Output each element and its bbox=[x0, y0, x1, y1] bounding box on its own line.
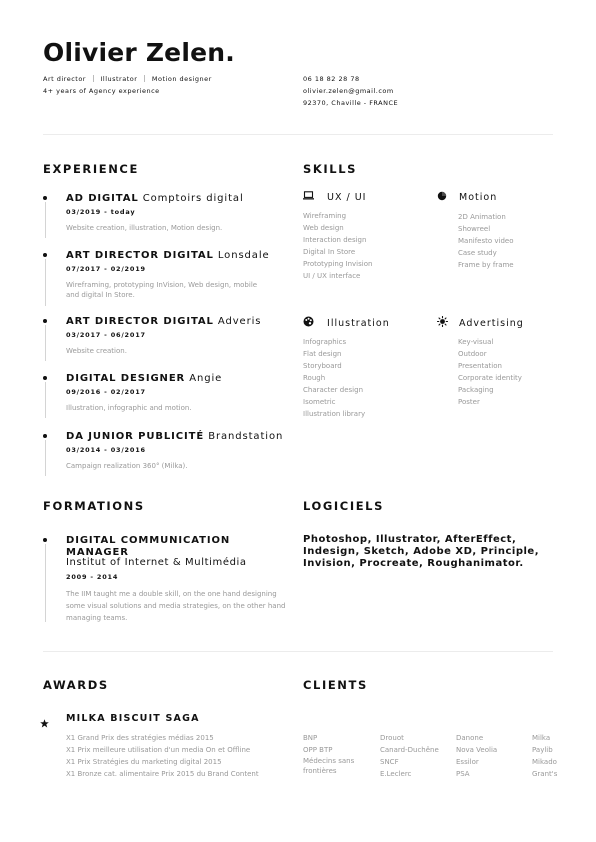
palette-icon bbox=[303, 316, 314, 330]
bullet-icon bbox=[43, 434, 47, 438]
job-title: ART DIRECTOR DIGITAL Lonsdale bbox=[66, 250, 270, 261]
client-column bbox=[380, 732, 450, 780]
degree-title: DIGITAL COMMUNICATION MANAGER bbox=[66, 535, 231, 558]
client-column bbox=[456, 732, 526, 780]
role-motion-designer: Motion designer bbox=[151, 75, 212, 83]
job-dates: 03/2014 - 03/2016 bbox=[66, 446, 146, 454]
awards-heading: AWARDS bbox=[43, 678, 109, 692]
client-column bbox=[303, 732, 371, 776]
client-name: Milka bbox=[532, 734, 551, 742]
skill-group-title: Advertising bbox=[437, 316, 577, 330]
role-art-director: Art director bbox=[43, 75, 86, 83]
skill-item: Corporate identity bbox=[458, 374, 522, 382]
skill-group-illustration bbox=[303, 316, 443, 420]
phone-number[interactable]: 06 18 82 28 78 bbox=[303, 75, 360, 83]
client-name: E.Leclerc bbox=[380, 770, 412, 778]
skill-group-title: Illustration bbox=[303, 316, 443, 330]
skill-item: Wireframing bbox=[303, 212, 347, 220]
sun-icon bbox=[437, 316, 448, 330]
job-dates: 03/2017 - 06/2017 bbox=[66, 331, 146, 339]
skill-item: Presentation bbox=[458, 362, 502, 370]
timeline-line bbox=[45, 259, 46, 306]
skill-item: Digital In Store bbox=[303, 248, 356, 256]
laptop-icon bbox=[303, 191, 314, 203]
skill-item: Infographics bbox=[303, 338, 347, 346]
award-item: X1 Bronze cat. alimentaire Prix 2015 du Brand Content bbox=[66, 770, 259, 778]
award-item: X1 Prix meilleure utilisation d'un media On et Offline bbox=[66, 746, 251, 754]
job-description: Illustration, infographic and motion. bbox=[66, 404, 192, 412]
skill-list bbox=[303, 210, 443, 282]
client-name: Grant's bbox=[532, 770, 558, 778]
degree-dates: 2009 - 2014 bbox=[66, 573, 119, 581]
job-title: DIGITAL DESIGNER Angie bbox=[66, 373, 223, 384]
skill-item: Storyboard bbox=[303, 362, 342, 370]
formations-heading: FORMATIONS bbox=[43, 499, 145, 513]
client-name: BNP bbox=[303, 734, 318, 742]
circle-icon bbox=[437, 191, 447, 204]
award-title: MILKA BISCUIT SAGA bbox=[66, 713, 200, 724]
skill-item: Outdoor bbox=[458, 350, 487, 358]
award-list bbox=[66, 732, 296, 780]
logiciels-heading: LOGICIELS bbox=[303, 499, 384, 513]
client-name: Essilor bbox=[456, 758, 479, 766]
divider bbox=[43, 134, 553, 135]
skill-item: Flat design bbox=[303, 350, 342, 358]
email-link[interactable]: olivier.zelen@gmail.com bbox=[303, 87, 394, 95]
client-name: Mikado bbox=[532, 758, 557, 766]
formation-item bbox=[43, 535, 286, 625]
skill-item: Manifesto video bbox=[458, 237, 514, 245]
skill-item: Case study bbox=[458, 249, 497, 257]
job-dates: 09/2016 - 02/2017 bbox=[66, 388, 146, 396]
skill-item: Web design bbox=[303, 224, 344, 232]
job-title: ART DIRECTOR DIGITAL Adveris bbox=[66, 316, 262, 327]
software-list: Photoshop, Illustrator, AfterEffect, Indesign, Sketch, Adobe XD, Principle, Invision, Procreate, Roughanimator. bbox=[303, 534, 540, 569]
timeline-line bbox=[45, 382, 46, 418]
job-title: DA JUNIOR PUBLICITÉ Brandstation bbox=[66, 431, 284, 442]
skill-item: Rough bbox=[303, 374, 326, 382]
client-name: PSA bbox=[456, 770, 470, 778]
page-title: Olivier Zelen. bbox=[43, 38, 235, 67]
client-name: Drouot bbox=[380, 734, 404, 742]
skill-item: 2D Animation bbox=[458, 213, 506, 221]
experience-item bbox=[43, 250, 283, 310]
divider bbox=[43, 651, 553, 652]
timeline-line bbox=[45, 440, 46, 476]
skill-list bbox=[303, 336, 443, 420]
skill-item: Prototyping Invision bbox=[303, 260, 373, 268]
experience-line: 4+ years of Agency experience bbox=[43, 87, 160, 95]
job-description: Website creation, illustration, Motion design. bbox=[66, 224, 223, 232]
job-description: Website creation. bbox=[66, 347, 127, 355]
skill-item: Character design bbox=[303, 386, 364, 394]
roles-line bbox=[43, 75, 212, 83]
skill-group-advertising bbox=[437, 316, 577, 408]
client-name: Médecins sans frontières bbox=[303, 757, 355, 775]
star-icon bbox=[40, 713, 49, 732]
client-column bbox=[532, 732, 582, 780]
client-name: SNCF bbox=[380, 758, 399, 766]
skill-item: Packaging bbox=[458, 386, 494, 394]
school-name: Institut of Internet & Multimédia bbox=[66, 557, 247, 568]
timeline-line bbox=[45, 202, 46, 238]
experience-item bbox=[43, 316, 283, 366]
experience-heading: EXPERIENCE bbox=[43, 162, 139, 176]
job-dates: 03/2019 - today bbox=[66, 208, 136, 216]
bullet-icon bbox=[43, 319, 47, 323]
skill-item: Key-visual bbox=[458, 338, 494, 346]
address: 92370, Chaville - FRANCE bbox=[303, 99, 399, 107]
experience-item bbox=[43, 193, 283, 243]
job-description: Wireframing, prototyping InVision, Web design, mobile and digital In Store. bbox=[66, 281, 258, 299]
bullet-icon bbox=[43, 253, 47, 257]
skill-group-motion bbox=[437, 191, 557, 271]
bullet-icon bbox=[43, 376, 47, 380]
skill-item: UI / UX interface bbox=[303, 272, 361, 280]
clients-heading: CLIENTS bbox=[303, 678, 368, 692]
experience-item bbox=[43, 373, 283, 423]
award-item: X1 Prix Stratégies du marketing digital 2015 bbox=[66, 758, 222, 766]
divider bbox=[93, 75, 94, 82]
bullet-icon bbox=[43, 196, 47, 200]
client-name: Canard-Duchêne bbox=[380, 746, 439, 754]
skill-item: Interaction design bbox=[303, 236, 367, 244]
award-item: X1 Grand Prix des stratégies médias 2015 bbox=[66, 734, 214, 742]
timeline-line bbox=[45, 544, 46, 622]
timeline-line bbox=[45, 325, 46, 361]
experience-item bbox=[43, 431, 283, 481]
skill-item: Poster bbox=[458, 398, 480, 406]
skills-heading: SKILLS bbox=[303, 162, 358, 176]
client-name: Danone bbox=[456, 734, 484, 742]
degree-description: The IIM taught me a double skill, on the one hand designing some visual solutions and media strategies, on the other hand managing teams. bbox=[66, 590, 286, 622]
skill-item: Isometric bbox=[303, 398, 336, 406]
client-name: Paylib bbox=[532, 746, 553, 754]
skill-list bbox=[437, 211, 557, 271]
client-name: OPP BTP bbox=[303, 746, 333, 754]
job-description: Campaign realization 360° (Milka). bbox=[66, 462, 188, 470]
skill-item: Illustration library bbox=[303, 410, 366, 418]
skill-group-ux-ui bbox=[303, 191, 443, 282]
bullet-icon bbox=[43, 538, 47, 542]
skill-item: Showreel bbox=[458, 225, 491, 233]
skill-list bbox=[437, 336, 577, 408]
divider bbox=[144, 75, 145, 82]
skill-group-title: Motion bbox=[437, 191, 557, 204]
skill-group-title: UX / UI bbox=[303, 191, 443, 203]
role-illustrator: Illustrator bbox=[100, 75, 138, 83]
client-name: Nova Veolia bbox=[456, 746, 498, 754]
job-title: AD DIGITAL Comptoirs digital bbox=[66, 193, 244, 204]
job-dates: 07/2017 - 02/2019 bbox=[66, 265, 146, 273]
skill-item: Frame by frame bbox=[458, 261, 514, 269]
